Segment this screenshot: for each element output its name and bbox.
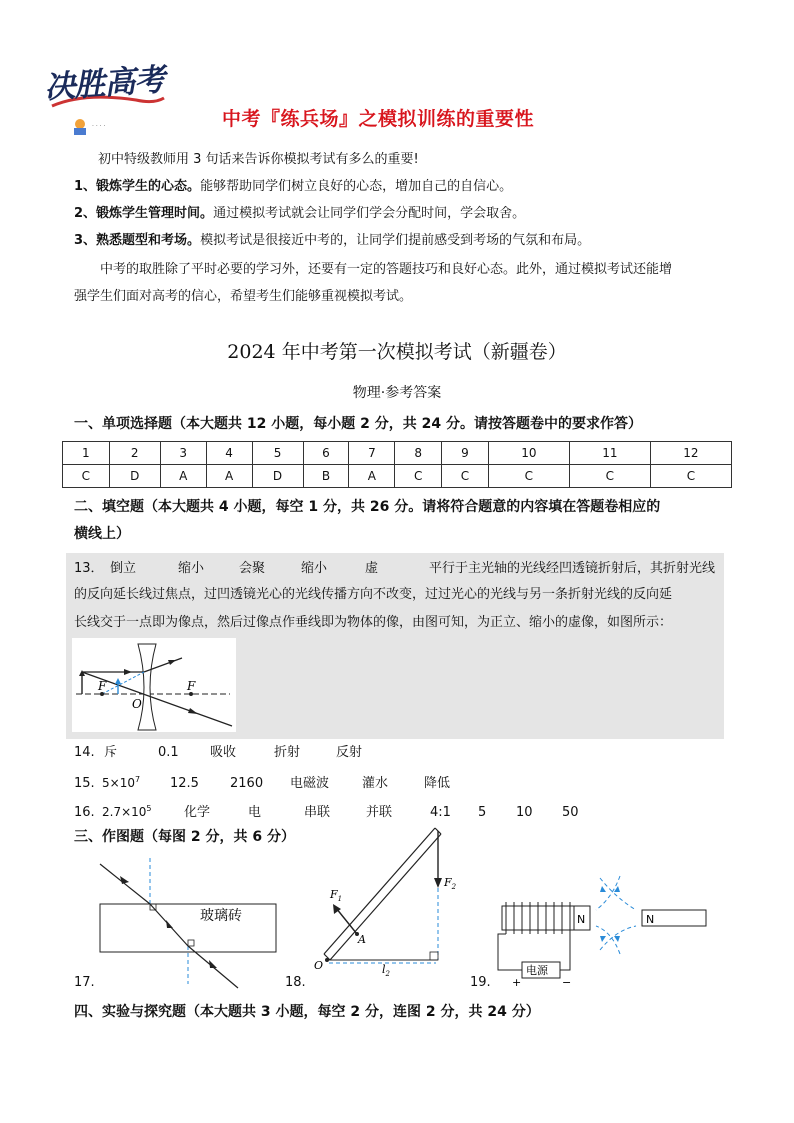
arm-l2-label: $l_2$ [382,963,390,976]
logo-text: 决胜高考 [43,61,166,107]
table-cell: 9 [442,442,489,465]
force-f2-label: $F_2$ [444,876,457,891]
magnet-pole-n1: N [577,913,586,926]
q13-line2: 的反向延长线过焦点，过凹透镜光心的光线传播方向不改变，过过光心的光线与另一条折射光线的反向延 [74,587,673,602]
table-cell: C [650,465,731,488]
minus-terminal: − [562,976,572,989]
q16-answers: 16. $2.7\times 10^5$ 化学 电 串联 并联 4:1 5 10 50 [74,804,579,820]
table-cell: A [160,465,206,488]
q15-answers: 15. $5\times 10^7$ 12.5 2160 电磁波 灌水 降低 [74,775,451,791]
table-cell: 12 [650,442,731,465]
exam-title: 2024 年中考第一次模拟考试（新疆卷） [227,341,567,363]
answer-table [62,441,732,488]
glass-slab-label: 玻璃砖 [200,908,242,924]
table-cell: 10 [488,442,569,465]
table-cell: C [63,465,110,488]
answer-table-answers [63,465,732,488]
section3-title: 三、作图题（每图 2 分，共 6 分） [74,829,295,845]
force-f1-label: $F_1$ [330,888,343,903]
svg-text:· · · ·: · · · · [92,123,106,130]
intro-closing-1: 中考的取胜除了平时必要的学习外，还要有一定的答题技巧和良好心态。此外，通过模拟考试还能增 [100,262,673,277]
table-cell: C [569,465,650,488]
table-cell: 3 [160,442,206,465]
answer-subtitle: 物理·参考答案 [352,385,442,401]
focal-left-label: F [98,679,107,693]
q14-answers: 14. 斥 0.1 吸收 折射 反射 [74,745,363,760]
table-cell: 2 [109,442,160,465]
table-cell: 5 [252,442,303,465]
section2-title-cont: 横线上） [74,526,130,542]
concave-lens-figure [72,638,236,732]
section4-title: 四、实验与探究题（本大题共 3 小题，每空 2 分，连图 2 分，共 24 分） [74,1004,540,1020]
table-cell: 11 [569,442,650,465]
figure-17-number: 17. [74,975,95,990]
figure-18-lever [300,826,460,976]
table-cell: 4 [206,442,252,465]
table-cell: 7 [349,442,395,465]
section2-title: 二、填空题（本大题共 4 小题，每空 1 分，共 26 分。请将符合题意的内容填在答题卷相应的 [74,499,661,515]
focal-right-label: F [187,679,196,693]
table-cell: 6 [303,442,349,465]
figure-18-number: 18. [285,975,306,990]
table-cell: A [206,465,252,488]
point-a-label: A [358,933,366,946]
power-source-label: 电源 [526,964,548,977]
table-cell: 1 [63,442,110,465]
headline: 中考『练兵场』之模拟训练的重要性 [222,108,535,130]
figure-19-electromagnet [488,870,714,990]
section1-title: 一、单项选择题（本大题共 12 小题，每小题 2 分，共 24 分。请按答题卷中的要求作答） [74,416,642,432]
table-cell: C [442,465,489,488]
figure-17-glass-slab [74,858,284,992]
table-cell: 8 [395,442,442,465]
table-cell: A [349,465,395,488]
q13-line1: 13． 倒立 缩小 会聚 缩小 虚 平行于主光轴的光线经凹透镜折射后，其折射光线 [74,561,716,576]
intro-point-3: 3、熟悉题型和考场。模拟考试是很接近中考的，让同学们提前感受到考场的气氛和布局。 [74,233,591,248]
intro-point-1: 1、锻炼学生的心态。能够帮助同学们树立良好的心态，增加自己的自信心。 [74,179,513,194]
answer-table-numbers [63,442,732,465]
table-cell: D [109,465,160,488]
table-cell: B [303,465,349,488]
pivot-o-label: O [314,959,324,972]
magnet-pole-n2: N [646,913,655,926]
table-cell: D [252,465,303,488]
intro-line: 初中特级教师用 3 句话来告诉你模拟考试有多么的重要! [98,152,419,167]
intro-closing-2: 强学生们面对高考的信心，希望考生们能够重视模拟考试。 [74,289,413,304]
table-cell: C [488,465,569,488]
optical-center-label: O [132,697,142,711]
intro-point-2: 2、锻炼学生管理时间。通过模拟考试就会让同学们学会分配时间，学会取舍。 [74,206,526,221]
figure-19-number: 19. [470,975,491,990]
q13-line3: 长线交于一点即为像点，然后过像点作垂线即为物体的像，由图可知，为正立、缩小的虚像，如图所示： [74,615,673,630]
table-cell: C [395,465,442,488]
plus-terminal: + [512,976,522,989]
